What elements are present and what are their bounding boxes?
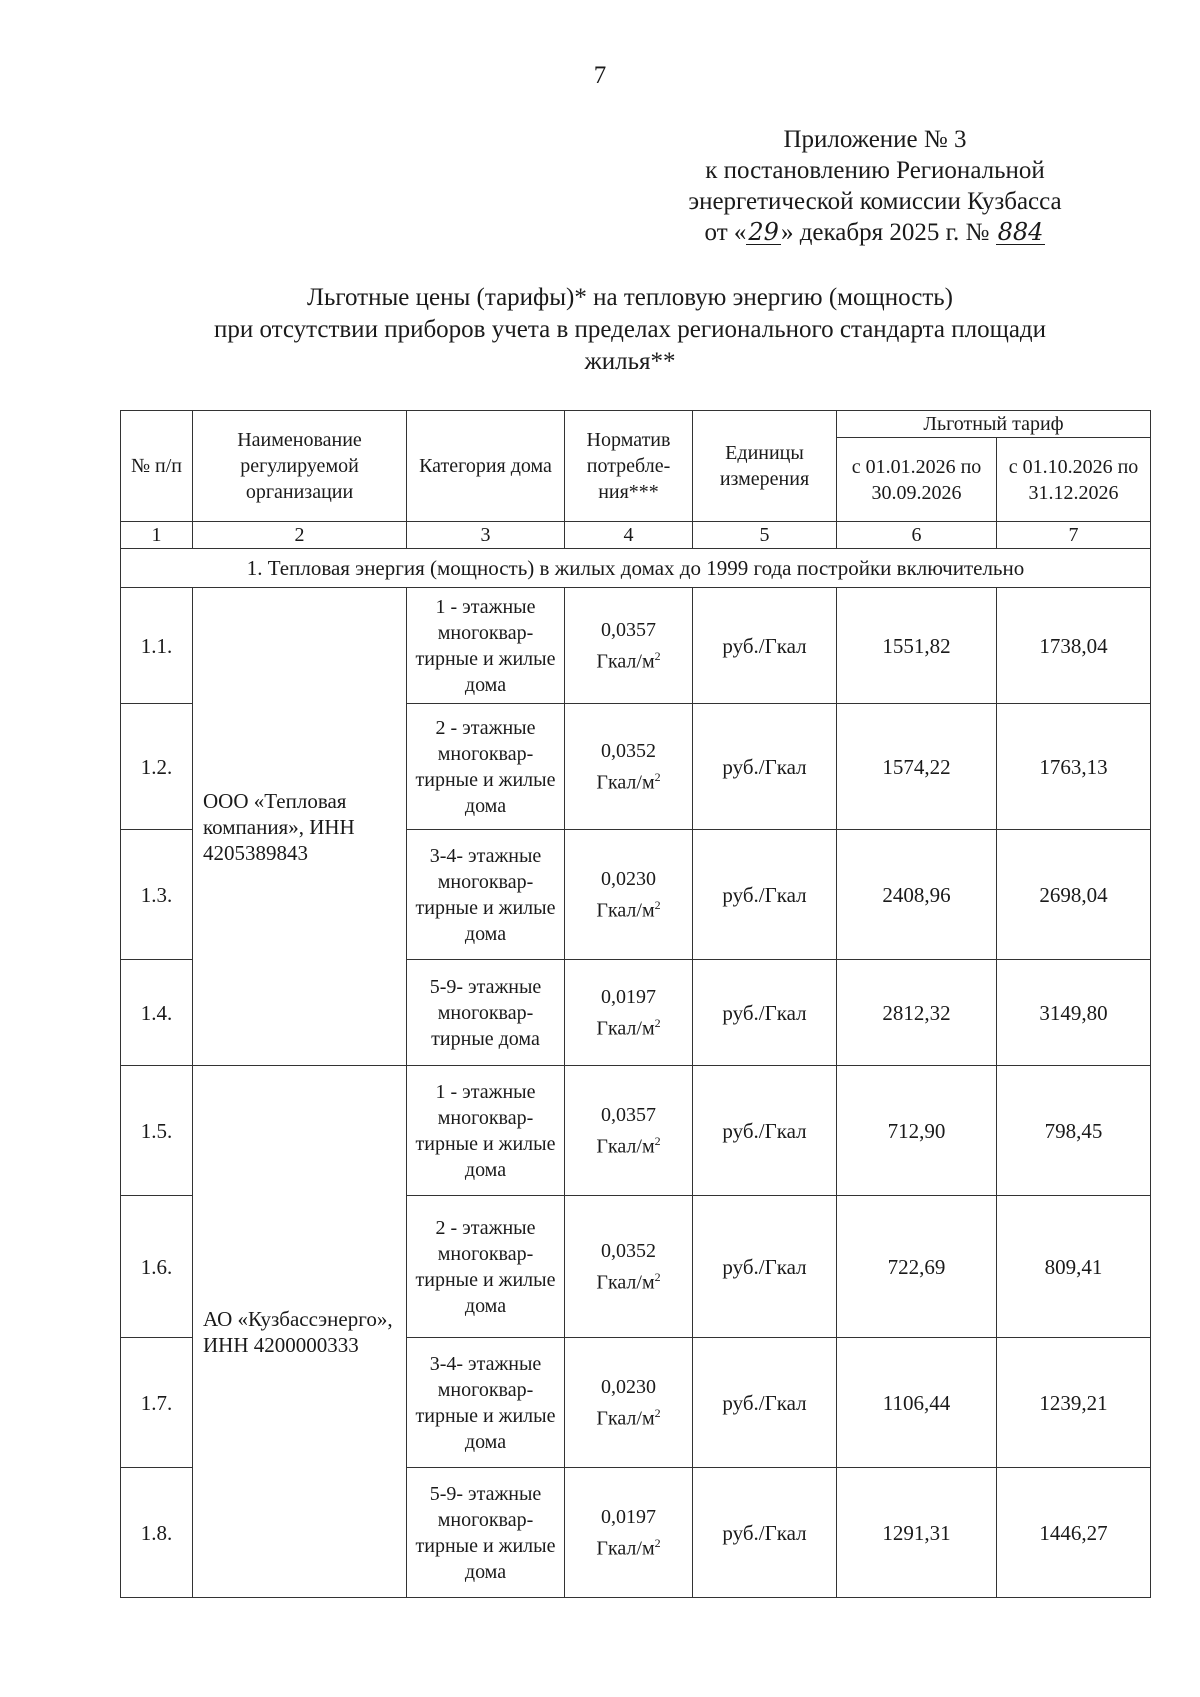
row-index: 1.8.: [121, 1468, 193, 1598]
header-org: Наименование регулируемой организации: [193, 411, 407, 522]
column-number: 2: [193, 522, 407, 549]
handwritten-number: 884: [997, 218, 1044, 246]
row-norm: 0,0352 Гкал/$м^2$: [565, 704, 693, 830]
row-norm: 0,0197 Гкал/$м^2$: [565, 960, 693, 1066]
row-unit: руб./Гкал: [693, 1338, 837, 1468]
section-title: 1. Тепловая энергия (мощность) в жилых домах до 1999 года постройки включительно: [121, 549, 1151, 588]
table-row: [121, 1066, 1151, 1196]
row-tariff-period2: 1738,04: [997, 588, 1151, 704]
column-number: 3: [407, 522, 565, 549]
row-tariff-period2: 1239,21: [997, 1338, 1151, 1468]
row-category: 1 - этажные многоквар-тирные и жилые дома: [407, 1066, 565, 1196]
table-row: [121, 588, 1151, 704]
row-unit: руб./Гкал: [693, 1468, 837, 1598]
row-category: 5-9- этажные многоквар-тирные и жилые дома: [407, 1468, 565, 1598]
row-norm: 0,0230 Гкал/$м^2$: [565, 830, 693, 960]
row-index: 1.3.: [121, 830, 193, 960]
row-unit: руб./Гкал: [693, 1196, 837, 1338]
appendix-line3: энергетической комиссии Кузбасса: [688, 188, 1062, 215]
header-num: № п/п: [121, 411, 193, 522]
header-norm: Норматив потребле-ния***: [565, 411, 693, 522]
norm-unit: Гкал/м: [596, 1537, 655, 1560]
row-index: 1.2.: [121, 704, 193, 830]
norm-value: 0,0352: [601, 739, 656, 762]
norm-unit: Гкал/м: [596, 899, 655, 922]
norm-unit: Гкал/м: [596, 771, 655, 794]
norm-unit: Гкал/м: [596, 1135, 655, 1158]
row-unit: руб./Гкал: [693, 1066, 837, 1196]
header-period2: с 01.10.2026 по 31.12.2026: [997, 438, 1151, 522]
row-tariff-period2: 1763,13: [997, 704, 1151, 830]
column-number: 6: [837, 522, 997, 549]
norm-unit: Гкал/м: [596, 1407, 655, 1430]
row-norm: 0,0197 Гкал/$м^2$: [565, 1468, 693, 1598]
row-norm: 0,0357 Гкал/$м^2$: [565, 1066, 693, 1196]
row-tariff-period1: 1106,44: [837, 1338, 997, 1468]
row-category: 2 - этажные многоквар-тирные и жилые дома: [407, 704, 565, 830]
title-line1: Льготные цены (тарифы)* на тепловую энергию (мощность): [307, 284, 953, 311]
norm-value: 0,0357: [601, 1103, 656, 1126]
norm-value: 0,0197: [601, 985, 656, 1008]
row-tariff-period2: 809,41: [997, 1196, 1151, 1338]
row-tariff-period1: 1551,82: [837, 588, 997, 704]
date-prefix: от «: [704, 219, 747, 246]
row-category: 2 - этажные многоквар-тирные и жилые дома: [407, 1196, 565, 1338]
row-index: 1.4.: [121, 960, 193, 1066]
row-index: 1.7.: [121, 1338, 193, 1468]
row-tariff-period1: 2408,96: [837, 830, 997, 960]
row-category: 3-4- этажные многоквар-тирные и жилые дома: [407, 1338, 565, 1468]
row-tariff-period1: 1291,31: [837, 1468, 997, 1598]
row-index: 1.1.: [121, 588, 193, 704]
row-unit: руб./Гкал: [693, 704, 837, 830]
document-title: [150, 282, 1110, 378]
org-name: ООО «Тепловая компания», ИНН 4205389843: [193, 588, 407, 1066]
row-norm: 0,0357 Гкал/$м^2$: [565, 588, 693, 704]
row-tariff-period1: 2812,32: [837, 960, 997, 1066]
norm-value: 0,0230: [601, 1375, 656, 1398]
column-number-row: [121, 522, 1151, 549]
column-number: 7: [997, 522, 1151, 549]
date-mid: » декабря 2025 г. №: [780, 219, 990, 246]
row-category: 5-9- этажные многоквар-тирные дома: [407, 960, 565, 1066]
row-tariff-period1: 722,69: [837, 1196, 997, 1338]
column-number: 4: [565, 522, 693, 549]
row-tariff-period2: 1446,27: [997, 1468, 1151, 1598]
handwritten-day: 29: [748, 218, 779, 246]
title-line2: при отсутствии приборов учета в пределах регионального стандарта площади: [213, 316, 1047, 343]
row-tariff-period2: 798,45: [997, 1066, 1151, 1196]
appendix-header: [640, 124, 1110, 248]
row-unit: руб./Гкал: [693, 830, 837, 960]
page-number: 7: [593, 62, 607, 89]
norm-unit: Гкал/м: [596, 650, 655, 673]
appendix-line2: к постановлению Региональной: [705, 157, 1045, 184]
row-index: 1.6.: [121, 1196, 193, 1338]
row-tariff-period2: 3149,80: [997, 960, 1151, 1066]
tariff-table: [120, 410, 1151, 1598]
header-row: [121, 411, 1151, 438]
norm-unit: Гкал/м: [596, 1017, 655, 1040]
row-index: 1.5.: [121, 1066, 193, 1196]
title-line3: жилья**: [584, 348, 676, 375]
header-unit: Единицы измерения: [693, 411, 837, 522]
appendix-date-line: [640, 217, 1110, 248]
row-tariff-period2: 2698,04: [997, 830, 1151, 960]
header-tariff-group: Льготный тариф: [837, 411, 1151, 438]
column-number: 5: [693, 522, 837, 549]
row-norm: 0,0230 Гкал/$м^2$: [565, 1338, 693, 1468]
norm-unit: Гкал/м: [596, 1271, 655, 1294]
header-period1: с 01.01.2026 по 30.09.2026: [837, 438, 997, 522]
row-category: 3-4- этажные многоквар-тирные и жилые дома: [407, 830, 565, 960]
row-norm: 0,0352 Гкал/$м^2$: [565, 1196, 693, 1338]
row-tariff-period1: 1574,22: [837, 704, 997, 830]
header-category: Категория дома: [407, 411, 565, 522]
row-unit: руб./Гкал: [693, 588, 837, 704]
appendix-line1: Приложение № 3: [783, 126, 967, 153]
norm-value: 0,0357: [601, 618, 656, 641]
section-row: [121, 549, 1151, 588]
norm-value: 0,0230: [601, 867, 656, 890]
org-name: АО «Кузбассэнерго», ИНН 4200000333: [193, 1066, 407, 1598]
row-tariff-period1: 712,90: [837, 1066, 997, 1196]
row-category: 1 - этажные многоквар-тирные и жилые дома: [407, 588, 565, 704]
norm-value: 0,0197: [601, 1505, 656, 1528]
column-number: 1: [121, 522, 193, 549]
norm-value: 0,0352: [601, 1239, 656, 1262]
row-unit: руб./Гкал: [693, 960, 837, 1066]
